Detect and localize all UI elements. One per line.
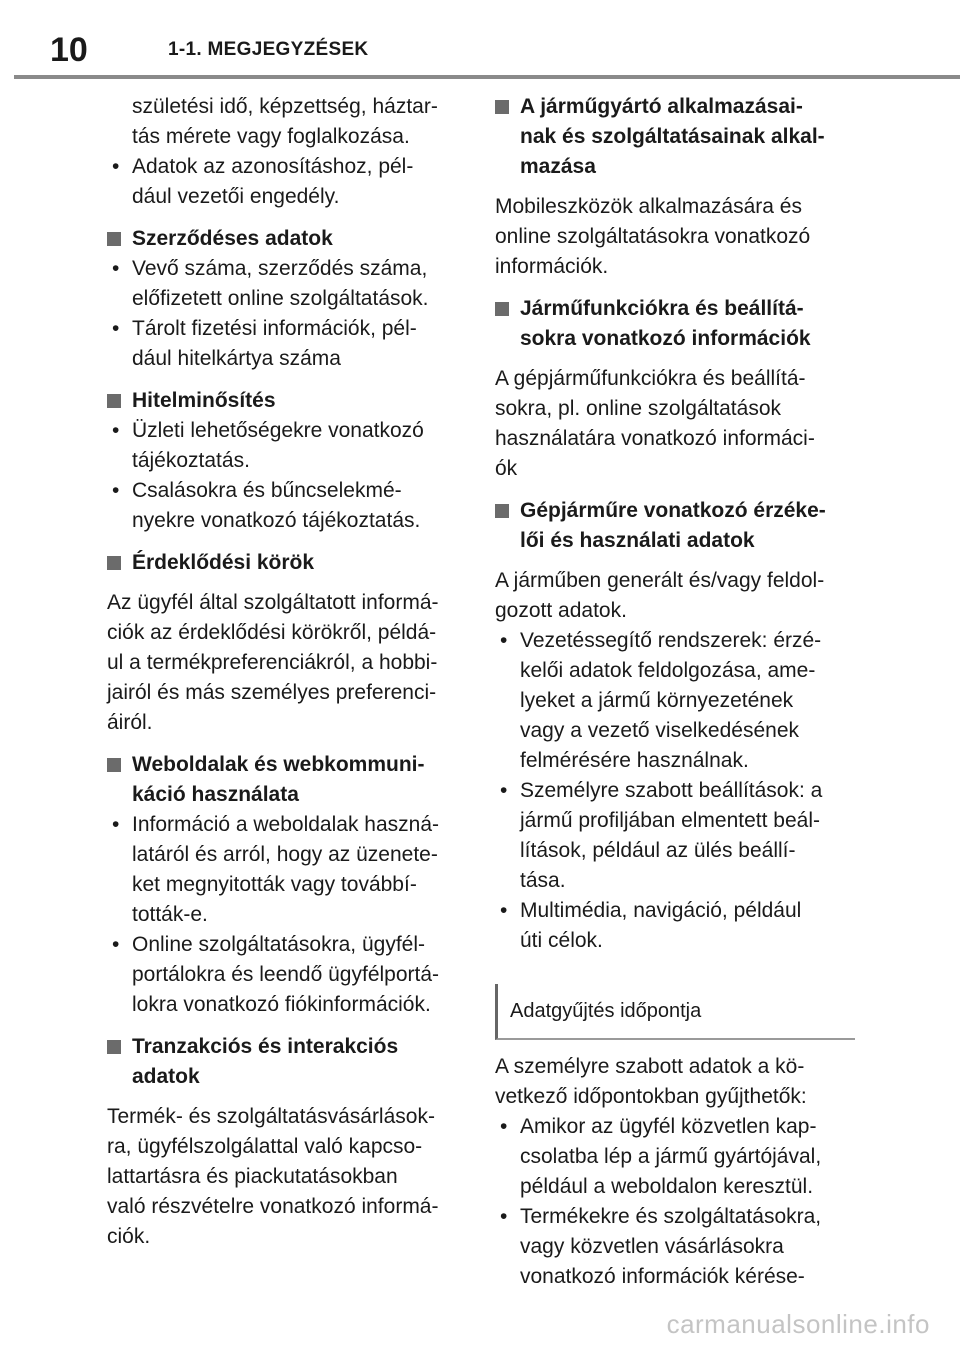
text-line: használatára vonatkozó informáci- <box>495 427 815 450</box>
heading-credit <box>107 386 463 416</box>
heading-text: Szerződéses adatok <box>132 227 333 250</box>
text-line: gozott adatok. <box>495 599 627 622</box>
square-bullet-icon <box>107 1040 121 1054</box>
heading-functions <box>495 294 855 354</box>
paragraph <box>495 364 855 484</box>
text-line: vetkező időpontokban gyűjthetők: <box>495 1085 807 1108</box>
text-line: születési idő, képzettség, háztar- <box>132 95 438 118</box>
subsection-box-title: Adatgyűjtés időpontja <box>495 984 855 1040</box>
watermark: carmanualsonline.info <box>666 1309 930 1339</box>
left-column <box>107 92 463 1252</box>
text-line: ók <box>495 457 518 480</box>
text-line: információk. <box>495 255 609 278</box>
text-line: úti célok. <box>520 929 603 952</box>
bullet-item: • Személyre szabott beállítások: a <box>495 776 855 806</box>
heading-text: adatok <box>132 1065 200 1088</box>
text-line: lyeket a jármű környezetének <box>520 689 794 712</box>
bullet-item: • Információ a weboldalak haszná- <box>107 810 463 840</box>
text-line: ul a termékpreferenciákról, a hobbi- <box>107 651 438 674</box>
heading-text: Hitelminősítés <box>132 389 276 412</box>
text-line: ra, ügyfélszolgálattal való kapcso- <box>107 1135 423 1158</box>
text-line: Termék- és szolgáltatásvásárlások- <box>107 1105 435 1128</box>
text-line: dául vezetői engedély. <box>132 185 340 208</box>
text-line: áiról. <box>107 711 153 734</box>
square-bullet-icon <box>107 556 121 570</box>
text-line: például a weboldalon keresztül. <box>520 1175 814 1198</box>
paragraph <box>107 1102 463 1252</box>
page-number: 10 <box>50 31 88 69</box>
section-title: 1-1. MEGJEGYZÉSEK <box>168 39 369 60</box>
heading-text: káció használata <box>132 783 299 806</box>
text-line: előfizetett online szolgáltatások. <box>132 287 429 310</box>
heading-web <box>107 750 463 810</box>
bullet-item: • Termékekre és szolgáltatásokra, <box>495 1202 855 1232</box>
square-bullet-icon <box>107 758 121 772</box>
header-divider <box>14 75 960 79</box>
paragraph <box>495 566 855 626</box>
text-line: A gépjárműfunkciókra és beállítá- <box>495 367 806 390</box>
text-line: ciók az érdeklődési körökről, példá- <box>107 621 437 644</box>
bullet-item: • Tárolt fizetési információk, pél- <box>107 314 463 344</box>
heading-text: Tranzakciós és interakciós <box>132 1035 399 1058</box>
heading-text: nak és szolgáltatásainak alkal- <box>520 125 825 148</box>
text-line: A járműben generált és/vagy feldol- <box>495 569 825 592</box>
heading-apps <box>495 92 855 182</box>
text-line: Mobileszközök alkalmazására és <box>495 195 802 218</box>
text-line: való részvételre vonatkozó informá- <box>107 1195 439 1218</box>
square-bullet-icon <box>107 232 121 246</box>
square-bullet-icon <box>495 100 509 114</box>
heading-text: lői és használati adatok <box>520 529 755 552</box>
heading-text: Érdeklődési körök <box>132 551 315 574</box>
page-header <box>0 0 960 80</box>
text-line: csolatba lép a jármű gyártójával, <box>520 1145 822 1168</box>
right-column <box>495 92 855 1292</box>
text-line: tották-e. <box>132 903 208 926</box>
heading-text: Weboldalak és webkommuni- <box>132 753 425 776</box>
bullet-item: • Vevő száma, szerződés száma, <box>107 254 463 284</box>
heading-text: Járműfunkciókra és beállítá- <box>520 297 804 320</box>
text-line: vonatkozó információk kérése- <box>520 1265 805 1288</box>
text-line: jairól és más személyes preferenci- <box>107 681 437 704</box>
square-bullet-icon <box>495 504 509 518</box>
square-bullet-icon <box>107 394 121 408</box>
paragraph <box>107 588 463 738</box>
bullet-item: • Amikor az ügyfél közvetlen kap- <box>495 1112 855 1142</box>
heading-text: Gépjárműre vonatkozó érzéke- <box>520 499 826 522</box>
paragraph <box>495 1052 855 1112</box>
heading-sensor <box>495 496 855 556</box>
text-line: felmérésére használnak. <box>520 749 749 772</box>
text-line: tájékoztatás. <box>132 449 250 472</box>
text-line: ciók. <box>107 1225 151 1248</box>
text-line: tás mérete vagy foglalkozása. <box>132 125 410 148</box>
text-line: portálokra és leendő ügyfélportá- <box>132 963 440 986</box>
text-line: jármű profiljában elmentett beál- <box>520 809 820 832</box>
bullet-item: • Online szolgáltatásokra, ügyfél- <box>107 930 463 960</box>
bullet-item: • Adatok az azonosításhoz, pél- <box>107 152 463 182</box>
text-line: sokra, pl. online szolgáltatások <box>495 397 781 420</box>
text-line: tása. <box>520 869 566 892</box>
heading-text: sokra vonatkozó információk <box>520 327 811 350</box>
heading-interest <box>107 548 463 578</box>
heading-text: A járműgyártó alkalmazásai- <box>520 95 803 118</box>
bullet-item: • Csalásokra és bűncselekmé- <box>107 476 463 506</box>
paragraph <box>495 192 855 282</box>
bullet-item: • Vezetéssegítő rendszerek: érzé- <box>495 626 855 656</box>
heading-contract <box>107 224 463 254</box>
text-line: vagy közvetlen vásárlásokra <box>520 1235 784 1258</box>
text-line: nyekre vonatkozó tájékoztatás. <box>132 509 421 532</box>
heading-transactions <box>107 1032 463 1092</box>
text-line: lokra vonatkozó fiókinformációk. <box>132 993 431 1016</box>
bullet-item: • Multimédia, navigáció, például <box>495 896 855 926</box>
bullet-item: • Üzleti lehetőségekre vonatkozó <box>107 416 463 446</box>
text-line: A személyre szabott adatok a kö- <box>495 1055 805 1078</box>
text-line: vagy a vezető viselkedésének <box>520 719 799 742</box>
text-line: dául hitelkártya száma <box>132 347 341 370</box>
text-line: online szolgáltatásokra vonatkozó <box>495 225 811 248</box>
text-line: latáról és arról, hogy az üzenete- <box>132 843 438 866</box>
square-bullet-icon <box>495 302 509 316</box>
text-line: lítások, például az ülés beállí- <box>520 839 796 862</box>
text-line: lattartásra és piackutatásokban <box>107 1165 398 1188</box>
text-line: ket megnyitották vagy továbbí- <box>132 873 417 896</box>
text-line: Az ügyfél által szolgáltatott informá- <box>107 591 439 614</box>
heading-text: mazása <box>520 155 596 178</box>
text-line: kelői adatok feldolgozása, ame- <box>520 659 816 682</box>
